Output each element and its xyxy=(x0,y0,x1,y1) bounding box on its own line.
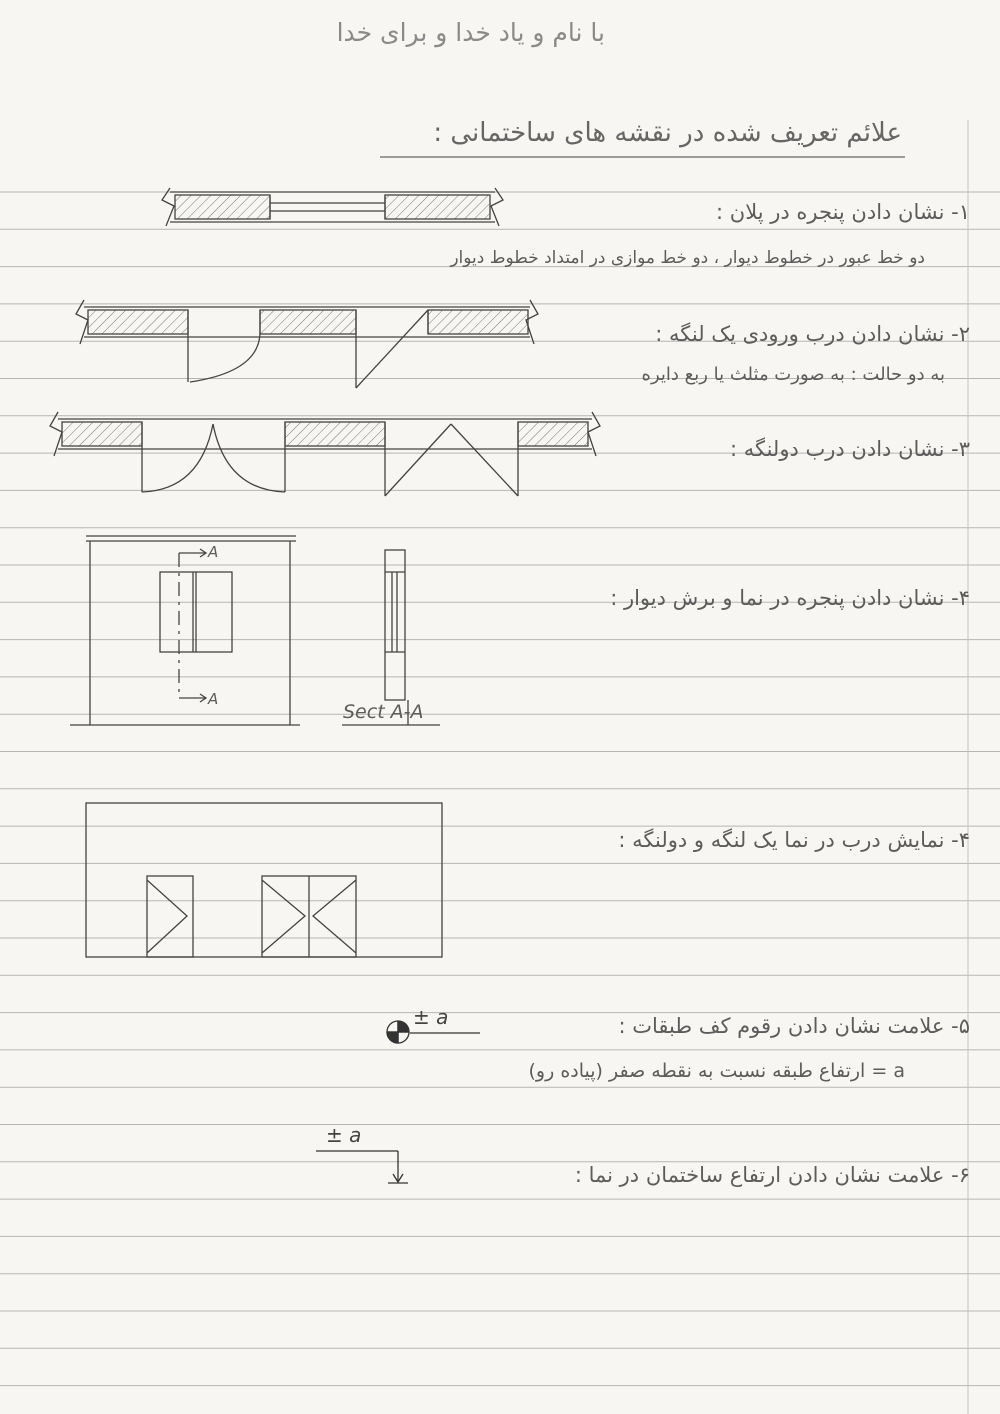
page-title: علائم تعریف شده در نقشه های ساختمانی : xyxy=(433,118,902,148)
item-5-heading: ۵- علامت نشان دادن رقوم کف طبقات : xyxy=(618,1014,970,1038)
window-section-symbol xyxy=(342,550,440,725)
double-door-plan-symbol xyxy=(50,412,600,496)
item-1-note: دو خط عبور در خطوط دیوار ، دو خط موازی در امتداد خطوط دیوار xyxy=(450,248,925,268)
item-6-heading: ۶- علامت نشان دادن ارتفاع ساختمان در نما : xyxy=(574,1163,970,1187)
item-2-heading: ۲- نشان دادن درب ورودی یک لنگه : xyxy=(655,322,970,346)
item-4-heading: ۴- نشان دادن پنجره در نما و برش دیوار : xyxy=(610,586,970,610)
item-5-note: a = ارتفاع طبقه نسبت به نقطه صفر (پیاده رو) xyxy=(528,1060,905,1082)
elevation-level-label: ± a xyxy=(326,1123,362,1147)
item-1-heading: ۱- نشان دادن پنجره در پلان : xyxy=(716,200,970,224)
section-arrow-label-top: A xyxy=(208,543,219,561)
floor-level-label: ± a xyxy=(413,1005,449,1029)
page-motto: با نام و یاد خدا و برای خدا xyxy=(336,18,605,47)
item-2-note: به دو حالت : به صورت مثلث یا ربع دایره xyxy=(641,364,945,385)
section-caption: Sect A-A xyxy=(343,701,424,723)
section-arrow-label-bottom: A xyxy=(208,690,219,708)
item-4b-heading: ۴- نمایش درب در نما یک لنگه و دولنگه : xyxy=(618,828,970,852)
item-3-heading: ۳- نشان دادن درب دولنگه : xyxy=(729,437,970,461)
window-plan-symbol xyxy=(162,188,503,226)
single-door-plan-symbol xyxy=(76,300,538,388)
elevation-height-marker xyxy=(316,1151,408,1183)
window-elevation-symbol xyxy=(70,536,300,725)
